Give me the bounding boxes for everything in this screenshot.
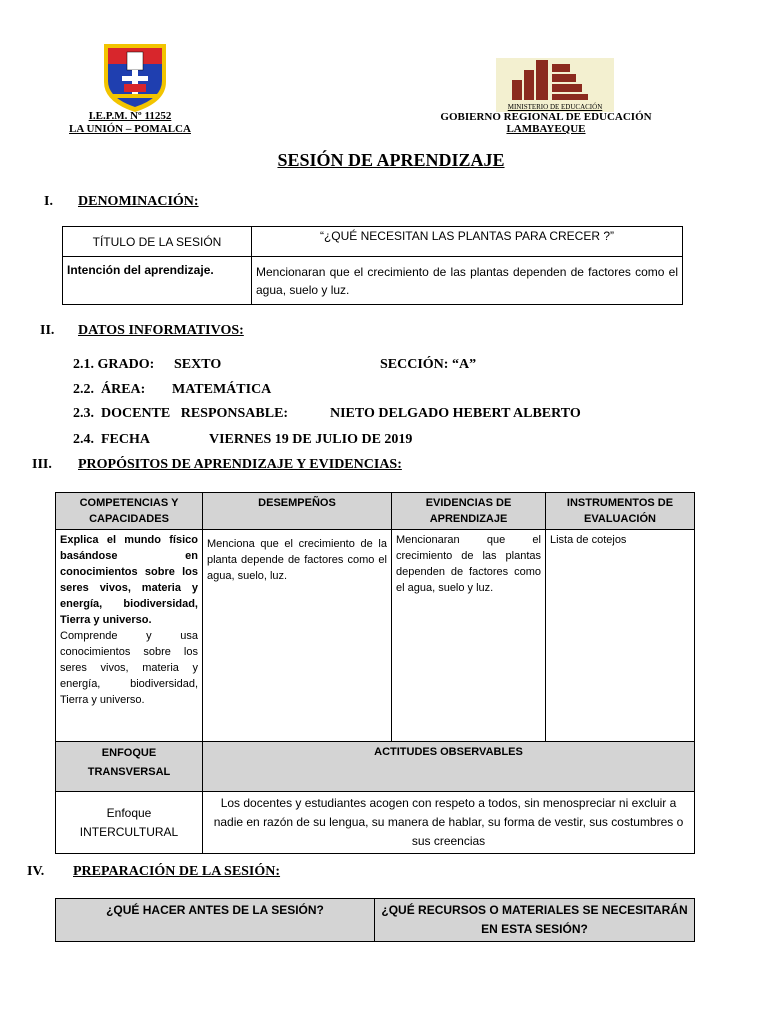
competencia-explica: Explica el mundo físico basándose en conocimientos sobre los seres vivos, materia y energía, biodiversidad, Tierra y universo. (60, 534, 198, 626)
antes-sesion-header: ¿QUÉ HACER ANTES DE LA SESIÓN? (56, 899, 375, 942)
grado-label: 2.1. GRADO: (73, 357, 155, 372)
recursos-header: ¿QUÉ RECURSOS O MATERIALES SE NECESITARÁN EN ESTA SESIÓN? (375, 899, 695, 942)
section-title: PROPÓSITOS DE APRENDIZAJE Y EVIDENCIAS: (78, 457, 402, 472)
evidencia-cell: Mencionaran que el crecimiento de las plantas dependen de factores como el agua, suelo y luz. (392, 530, 546, 742)
section-title: DATOS INFORMATIVOS: (78, 323, 244, 338)
grado-value: SEXTO (174, 357, 222, 372)
fecha-label: 2.4. FECHA (73, 432, 150, 447)
school-shield-logo (100, 40, 170, 114)
docente-label: 2.3. DOCENTE RESPONSABLE: (73, 406, 289, 421)
ministry-label: MINISTERIO DE EDUCACIÓN (507, 103, 603, 111)
actitudes-header: ACTITUDES OBSERVABLES (203, 742, 695, 792)
propositos-table (55, 492, 695, 854)
regional-government: GOBIERNO REGIONAL DE EDUCACIÓN (440, 111, 652, 123)
seccion-value: SECCIÓN: “A” (380, 357, 477, 372)
header-instrumentos: INSTRUMENTOS DE EVALUACIÓN (546, 493, 695, 530)
intencion-value: Mencionaran que el crecimiento de las plantas dependen de factores como el agua, suelo y luz. (252, 257, 683, 305)
section-title: DENOMINACIÓN: (78, 194, 199, 209)
enfoque-header: ENFOQUE TRANSVERSAL (56, 742, 203, 792)
actitudes-value: Los docentes y estudiantes acogen con respeto a todos, sin menospreciar ni excluir a nadie en razón de su lengua, su manera de hablar, su forma de vestir, sus costumbres o sus creencias (203, 792, 695, 854)
area-label: 2.2. ÁREA: (73, 382, 146, 397)
enfoque-value: Enfoque INTERCULTURAL (56, 792, 203, 854)
school-name: I.E.P.M. Nº 11252 (88, 110, 172, 122)
section-number: IV. (27, 864, 45, 879)
section-number: I. (44, 194, 53, 209)
page-title: SESIÓN DE APRENDIZAJE (277, 150, 505, 170)
competencia-comprende: Comprende y usa conocimientos sobre los seres vivos, materia y energía, biodiversidad, Tierra y universo. (60, 630, 198, 706)
instrumento-cell: Lista de cotejos (546, 530, 695, 742)
area-value: MATEMÁTICA (172, 382, 272, 397)
header-evidencias: EVIDENCIAS DE APRENDIZAJE (392, 493, 546, 530)
fecha-value: VIERNES 19 DE JULIO DE 2019 (209, 432, 413, 447)
competencias-cell (56, 530, 203, 742)
desempeno-cell: Menciona que el crecimiento de la planta depende de factores como el agua, suelo, luz. (203, 530, 392, 742)
region-name: LAMBAYEQUE (506, 123, 586, 135)
intencion-label: Intención del aprendizaje. (63, 257, 252, 305)
section-number: II. (40, 323, 55, 338)
header-competencias: COMPETENCIAS Y CAPACIDADES (56, 493, 203, 530)
section-number: III. (32, 457, 52, 472)
denominacion-table (62, 226, 683, 305)
titulo-label: TÍTULO DE LA SESIÓN (63, 227, 252, 257)
titulo-value: “¿QUÉ NECESITAN LAS PLANTAS PARA CRECER ?” (252, 227, 683, 257)
ministry-logo (496, 58, 614, 112)
section-title: PREPARACIÓN DE LA SESIÓN: (73, 864, 281, 879)
header-desempenos: DESEMPEÑOS (203, 493, 392, 530)
docente-value: NIETO DELGADO HEBERT ALBERTO (330, 406, 581, 421)
preparacion-table (55, 898, 695, 942)
school-location: LA UNIÓN – POMALCA (69, 123, 191, 135)
